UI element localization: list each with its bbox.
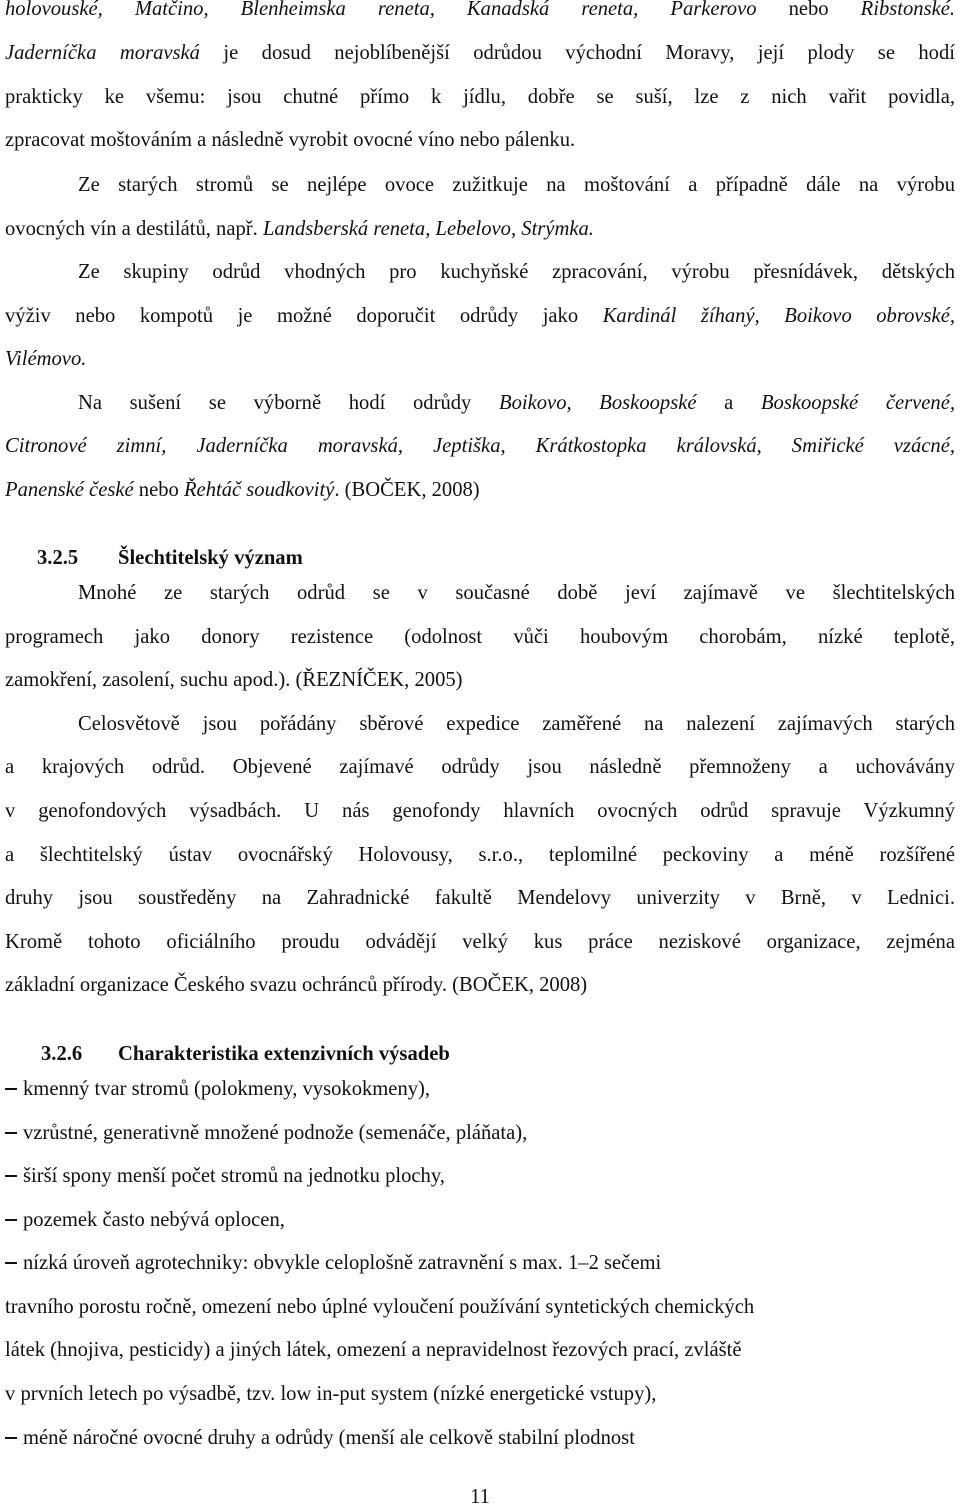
paragraph-line <box>5 0 955 24</box>
list-item-text: kmenný tvar stromů (polokmeny, vysokokmeny), <box>23 1078 431 1100</box>
dash-icon <box>5 1175 17 1177</box>
paragraph-line: v prvních letech po výsadbě, tzv. low in-put system (nízké energetické vstupy), <box>5 1383 657 1405</box>
list-item <box>5 1118 955 1148</box>
paragraph-line <box>5 214 955 244</box>
italic-text: Boskoopské červené, <box>760 392 956 414</box>
list-item <box>5 1074 955 1104</box>
paragraph-line: programech jako donory rezistence (odolnost vůči houbovým chorobám, nízké teplotě, <box>5 626 955 648</box>
paragraph-line: zpracovat moštováním a následně vyrobit ovocné víno nebo pálenku. <box>5 129 576 151</box>
paragraph-line: v genofondových výsadbách. U nás genofondy hlavních ovocných odrůd spravuje Výzkumný <box>5 800 955 822</box>
text: . (BOČEK, 2008) <box>334 479 480 501</box>
italic-text: Vilémovo. <box>5 348 87 370</box>
paragraph-line: prakticky ke všemu: jsou chutné přímo k jídlu, dobře se suší, lze z nich vařit povidla, <box>5 86 955 108</box>
paragraph-line <box>5 475 955 505</box>
dash-icon <box>5 1132 17 1134</box>
italic-text: Jaderníčka moravská <box>5 42 200 64</box>
italic-text: Ribstonské. <box>860 0 956 20</box>
page-number: 11 <box>470 1486 490 1508</box>
paragraph-line <box>78 388 955 418</box>
text: ovocných vín a destilátů, např. <box>5 218 263 240</box>
section-number: 3.2.5 <box>37 547 79 569</box>
dash-icon <box>5 1219 17 1221</box>
paragraph-line: travního porostu ročně, omezení nebo úplné vyloučení používání syntetických chemických <box>5 1296 755 1318</box>
dash-icon <box>5 1088 17 1090</box>
list-item <box>5 1423 955 1453</box>
paragraph-line <box>5 431 955 461</box>
paragraph-line: Celosvětově jsou pořádány sběrové expedice zaměřené na nalezení zajímavých starých <box>78 713 955 735</box>
list-item <box>5 1248 955 1278</box>
paragraph-line <box>5 38 955 68</box>
section-heading <box>5 543 955 573</box>
text: nebo <box>133 479 184 501</box>
italic-text: Kardinál žíhaný, Boikovo obrovské, <box>602 305 955 327</box>
list-item-text: nízká úroveň agrotechniky: obvykle celoplošně zatravnění s max. 1–2 sečemi <box>23 1252 662 1274</box>
italic-text: Citronové zimní, Jaderníčka moravská, Jeptiška, Krátkostopka královská, Smiřické vzácné, <box>5 435 955 457</box>
paragraph-line: Mnohé ze starých odrůd se v současné době jeví zajímavě ve šlechtitelských <box>78 582 955 604</box>
section-title: Charakteristika extenzivních výsadeb <box>118 1043 450 1065</box>
italic-text: Panenské české <box>5 479 134 501</box>
paragraph-line <box>5 301 955 331</box>
list-item-text: pozemek často nebývá oplocen, <box>23 1209 285 1231</box>
section-number: 3.2.6 <box>41 1043 83 1065</box>
section-title: Šlechtitelský význam <box>118 547 303 569</box>
paragraph-line: Ze starých stromů se nejlépe ovoce zužitkuje na moštování a případně dále na výrobu <box>78 174 955 196</box>
dash-icon <box>5 1437 17 1439</box>
italic-text: Landsberská reneta, Lebelovo, Strýmka. <box>262 218 594 240</box>
list-item <box>5 1161 955 1191</box>
text: Na sušení se výborně hodí odrůdy <box>78 392 500 414</box>
list-item-text: méně náročné ovocné druhy a odrůdy (menší ale celkově stabilní plodnost <box>23 1427 635 1449</box>
paragraph-line: zamokření, zasolení, suchu apod.). (ŘEZNÍČEK, 2005) <box>5 669 463 691</box>
paragraph-line: a šlechtitelský ústav ovocnářský Holovousy, s.r.o., teplomilné peckoviny a méně rozšířené <box>5 844 955 866</box>
italic-text: holovouské, Matčino, Blenheimska reneta, Kanadská reneta, Parkerovo <box>5 0 757 20</box>
italic-text: Boikovo, Boskoopské <box>499 392 697 414</box>
paragraph-line: základní organizace Českého svazu ochránců přírody. (BOČEK, 2008) <box>5 974 588 996</box>
paragraph-line: Kromě tohoto oficiálního proudu odvádějí velký kus práce neziskové organizace, zejména <box>5 931 955 953</box>
italic-text: Řehtáč soudkovitý <box>183 479 335 501</box>
paragraph-line: a krajových odrůd. Objevené zajímavé odrůdy jsou následně přemnoženy a uchovávány <box>5 756 955 778</box>
paragraph-line: látek (hnojiva, pesticidy) a jiných látek, omezení a nepravidelnost řezových prací, zvláště <box>5 1339 742 1361</box>
list-item-text: širší spony menší počet stromů na jednotku plochy, <box>23 1165 445 1187</box>
text: je dosud nejoblíbenější odrůdou východní Moravy, její plody se hodí <box>199 42 955 64</box>
dash-icon <box>5 1262 17 1264</box>
text: nebo <box>756 0 861 20</box>
paragraph-line: druhy jsou soustředěny na Zahradnické fakultě Mendelovy univerzity v Brně, v Lednici. <box>5 887 955 909</box>
paragraph-line <box>5 344 955 374</box>
list-item-text: vzrůstné, generativně množené podnože (semenáče, pláňata), <box>23 1122 528 1144</box>
text: výživ nebo kompotů je možné doporučit odrůdy jako <box>5 305 603 327</box>
paragraph-line: Ze skupiny odrůd vhodných pro kuchyňské zpracování, výrobu přesnídávek, dětských <box>78 261 955 283</box>
list-item <box>5 1205 955 1235</box>
text: a <box>696 392 761 414</box>
section-heading <box>5 1039 955 1069</box>
